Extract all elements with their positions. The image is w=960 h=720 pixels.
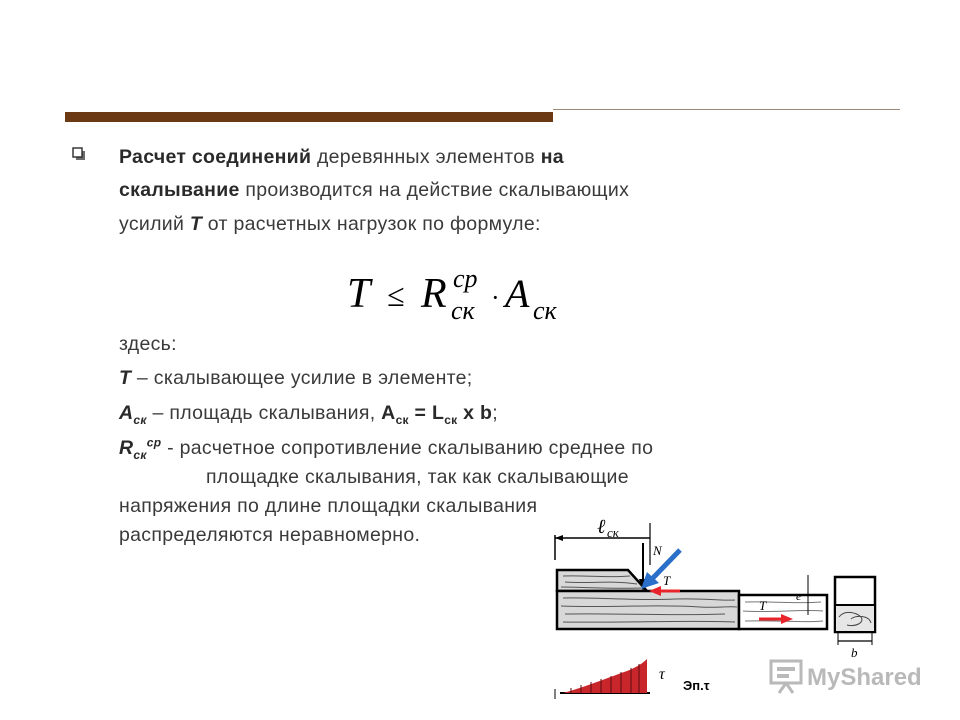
legend-r-cont-2: напряжения по длине площадки скалывания	[119, 495, 538, 517]
square-bullet-icon	[72, 147, 86, 161]
svg-text:b: b	[851, 645, 858, 660]
legend-r-line: $R_{ск}^{ср}$ - расчетное сопротивление скалыванию среднее по	[119, 435, 654, 462]
svg-text:ск: ск	[451, 296, 475, 325]
svg-text:ск: ск	[533, 296, 557, 325]
presentation-board-icon	[771, 661, 801, 693]
upper-member	[557, 570, 647, 591]
header-thin-rule	[553, 109, 900, 110]
svg-text:T: T	[347, 271, 371, 317]
svg-text:A: A	[505, 271, 530, 316]
svg-text:·: ·	[491, 283, 500, 312]
svg-text:MyShared: MyShared	[807, 664, 922, 691]
legend-r-cont-1: площадке скалывания, так как скалывающие	[206, 466, 629, 488]
intro-bold-shear: скалывание	[119, 179, 240, 201]
cross-section	[835, 577, 875, 660]
lower-member	[557, 591, 827, 629]
legend-r-cont-3: распределяются неравномерно.	[119, 524, 421, 546]
shear-formula	[345, 262, 595, 328]
l-label: ℓ	[597, 516, 606, 538]
svg-text:τ: τ	[659, 666, 665, 683]
legend-a-line: $A_{ск}$ – площадь скалывания, $A_{ск} = L_{ск}$ x b;	[119, 402, 498, 427]
intro-line-1: Расчет соединений деревянных элементов на	[119, 146, 564, 168]
legend-t-line: T – скалывающее усилие в элементе;	[119, 367, 473, 389]
svg-text:e: e	[796, 589, 802, 603]
intro-line-3: усилий T от расчетных нагрузок по формуле:	[119, 213, 541, 235]
svg-text:N: N	[653, 543, 662, 558]
svg-text:R: R	[421, 271, 447, 317]
shear-stress-diagram	[555, 659, 710, 699]
legend-here: здесь:	[119, 333, 177, 355]
intro-line-2: скалывание производится на действие скалывающих	[119, 179, 630, 201]
svg-text:ск: ск	[607, 525, 619, 540]
header-thick-rule	[65, 112, 553, 122]
watermark	[765, 655, 935, 695]
svg-text:Эп.τ: Эп.τ	[683, 678, 710, 693]
svg-text:≤: ≤	[387, 277, 405, 313]
svg-text:T: T	[663, 573, 671, 588]
svg-text:T: T	[759, 598, 767, 613]
svg-text:ср: ср	[453, 264, 478, 293]
intro-bold-term: Расчет соединений	[119, 146, 312, 168]
